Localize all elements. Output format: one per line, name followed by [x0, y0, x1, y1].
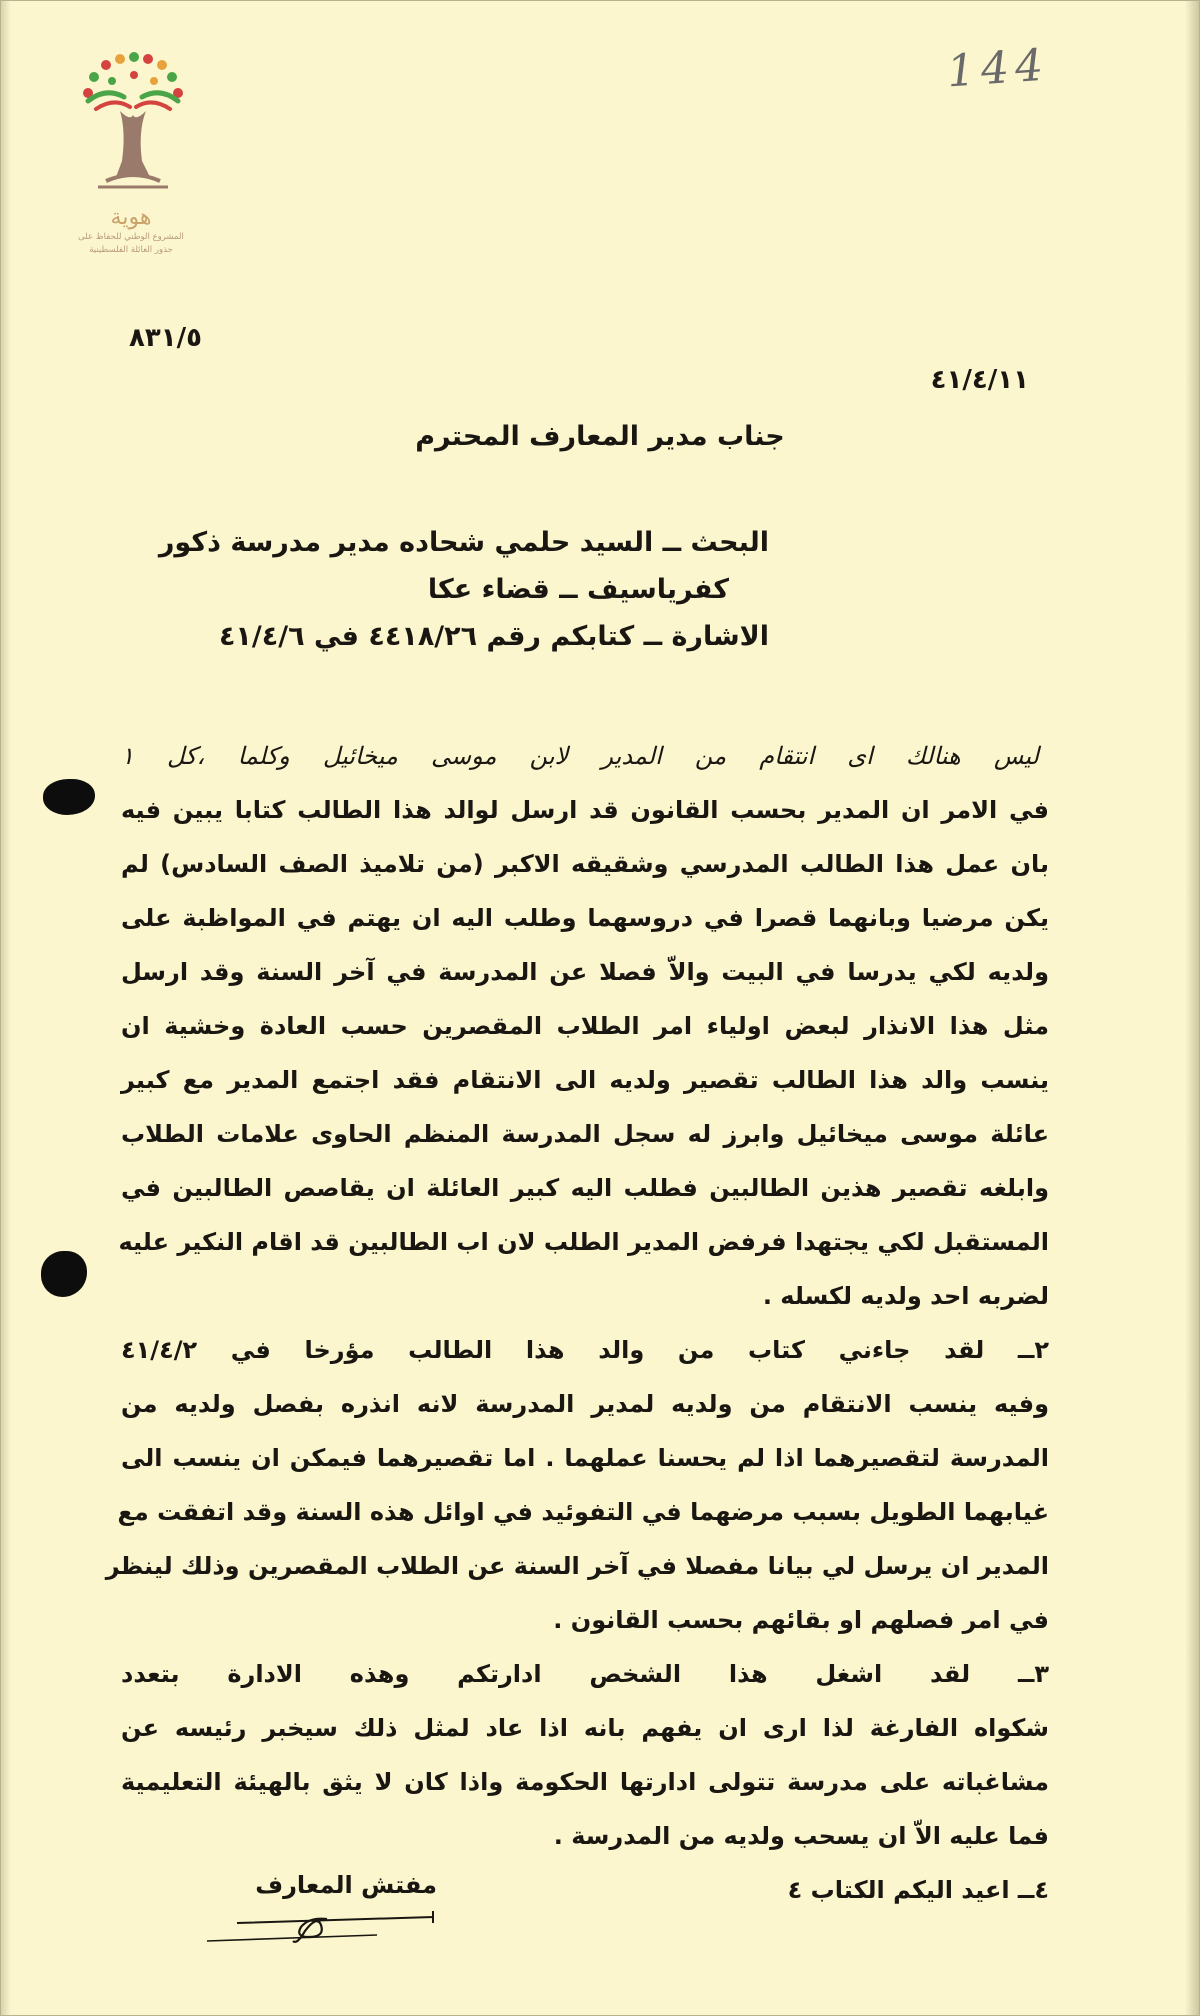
body-line: في الامر ان المدير بحسب القانون قد ارسل لوالد هذا الطالب كتابا يبين فيه	[121, 796, 1049, 824]
body-line: ينسب والد هذا الطالب تقصير ولديه الى الانتقام فقد اجتمع المدير مع كبير	[121, 1066, 1049, 1094]
body-line: فما عليه الاّ ان يسحب ولديه من المدرسة .	[553, 1822, 1049, 1850]
subject-line: البحث ــ السيد حلمي شحاده مدير مدرسة ذكور	[158, 527, 769, 558]
archive-logo	[61, 51, 201, 281]
ink-blot	[41, 1251, 87, 1297]
paragraph-3-heading: ٣ــ لقد اشغل هذا الشخص ادارتكم وهذه الادارة بتعدد	[121, 1660, 1049, 1688]
body-line: مشاغباته على مدرسة تتولى ادارتها الحكومة واذا كان لا يثق بالهيئة التعليمية	[121, 1768, 1049, 1796]
paragraph-2-heading: ٢ــ لقد جاءني كتاب من والد هذا الطالب مؤرخا في ٤١/٤/٢	[121, 1336, 1049, 1364]
body-line: المدير ان يرسل لي بيانا مفصلا في آخر السنة عن الطلاب المقصرين وذلك لينظر	[105, 1552, 1049, 1580]
handwritten-line: ليس هنالك اى انتقام من المدير لابن موسى ميخائيل وكلما ،كل ١	[121, 742, 1039, 770]
archive-page-number: 144	[945, 39, 1051, 98]
letter-date: ٤١/٤/١١	[930, 365, 1029, 395]
signature-block	[197, 1871, 437, 1951]
body-line: المدرسة لتقصيرهما اذا لم يحسنا عملهما . اما تقصيرهما فيمكن ان ينسب الى	[121, 1444, 1049, 1472]
body-line: مثل هذا الانذار لبعض اولياء امر الطلاب المقصرين حسب العادة وخشية ان	[121, 1012, 1049, 1040]
letter-body	[105, 729, 1049, 1917]
body-line: وابلغه تقصير هذين الطالبين فطلب اليه كبير العائلة ان يقاصص الطالبين في	[121, 1174, 1049, 1202]
body-line: يكن مرضيا وبانهما قصرا في دروسهما وطلب اليه ان يهتم في المواظبة على	[121, 904, 1049, 932]
body-line: المستقبل لكي يجتهدا فرفض المدير الطلب لان اب الطالبين قد اقام النكير عليه	[118, 1228, 1049, 1256]
ink-blot	[43, 779, 95, 815]
addressee-line: جناب مدير المعارف المحترم	[415, 421, 785, 452]
subject-line: كفرياسيف ــ قضاء عكا	[427, 574, 729, 605]
body-line: غيابهما الطويل بسبب مرضهما في التفوئيد في اوائل هذه السنة وقد اتفقت مع	[117, 1498, 1049, 1526]
body-line: لضربه احد ولديه لكسله .	[762, 1282, 1049, 1310]
handwritten-signature	[197, 1901, 437, 1951]
body-line: وفيه ينسب الانتقام من ولديه لمدير المدرسة لانه انذره بفصل ولديه من	[121, 1390, 1049, 1418]
logo-caption-line1: المشروع الوطني للحفاظ على	[78, 232, 184, 242]
paragraph-4: ٤ــ اعيد اليكم الكتاب ٤	[787, 1876, 1049, 1904]
family-tree-icon	[76, 51, 186, 201]
body-line: شكواه الفارغة لذا ارى ان يفهم بانه اذا عاد لمثل ذلك سيخبر رئيسه عن	[121, 1714, 1049, 1742]
signature-title: مفتش المعارف	[255, 1871, 437, 1899]
logo-caption-line2: جذور العائلة الفلسطينية	[89, 245, 173, 255]
reference-line: الاشارة ــ كتابكم رقم ٤٤١٨/٢٦ في ٤١/٤/٦	[218, 621, 769, 652]
logo-name: هوية	[110, 205, 152, 230]
page-edge-shadow	[1185, 1, 1199, 2015]
body-line: ولديه لكي يدرسا في البيت والاّ فصلا عن المدرسة في آخر السنة وقد ارسل	[121, 958, 1049, 986]
subject-block	[149, 519, 769, 660]
body-line: في امر فصلهم او بقائهم بحسب القانون .	[553, 1606, 1049, 1634]
body-line: بان عمل هذا الطالب المدرسي وشقيقه الاكبر (من تلاميذ الصف السادس) لم	[121, 850, 1049, 878]
reference-number: ٨٣١/٥	[129, 323, 202, 353]
page-edge-shadow-left	[1, 1, 11, 2015]
body-line: عائلة موسى ميخائيل وابرز له سجل المدرسة المنظم الحاوى علامات الطلاب	[121, 1120, 1049, 1148]
